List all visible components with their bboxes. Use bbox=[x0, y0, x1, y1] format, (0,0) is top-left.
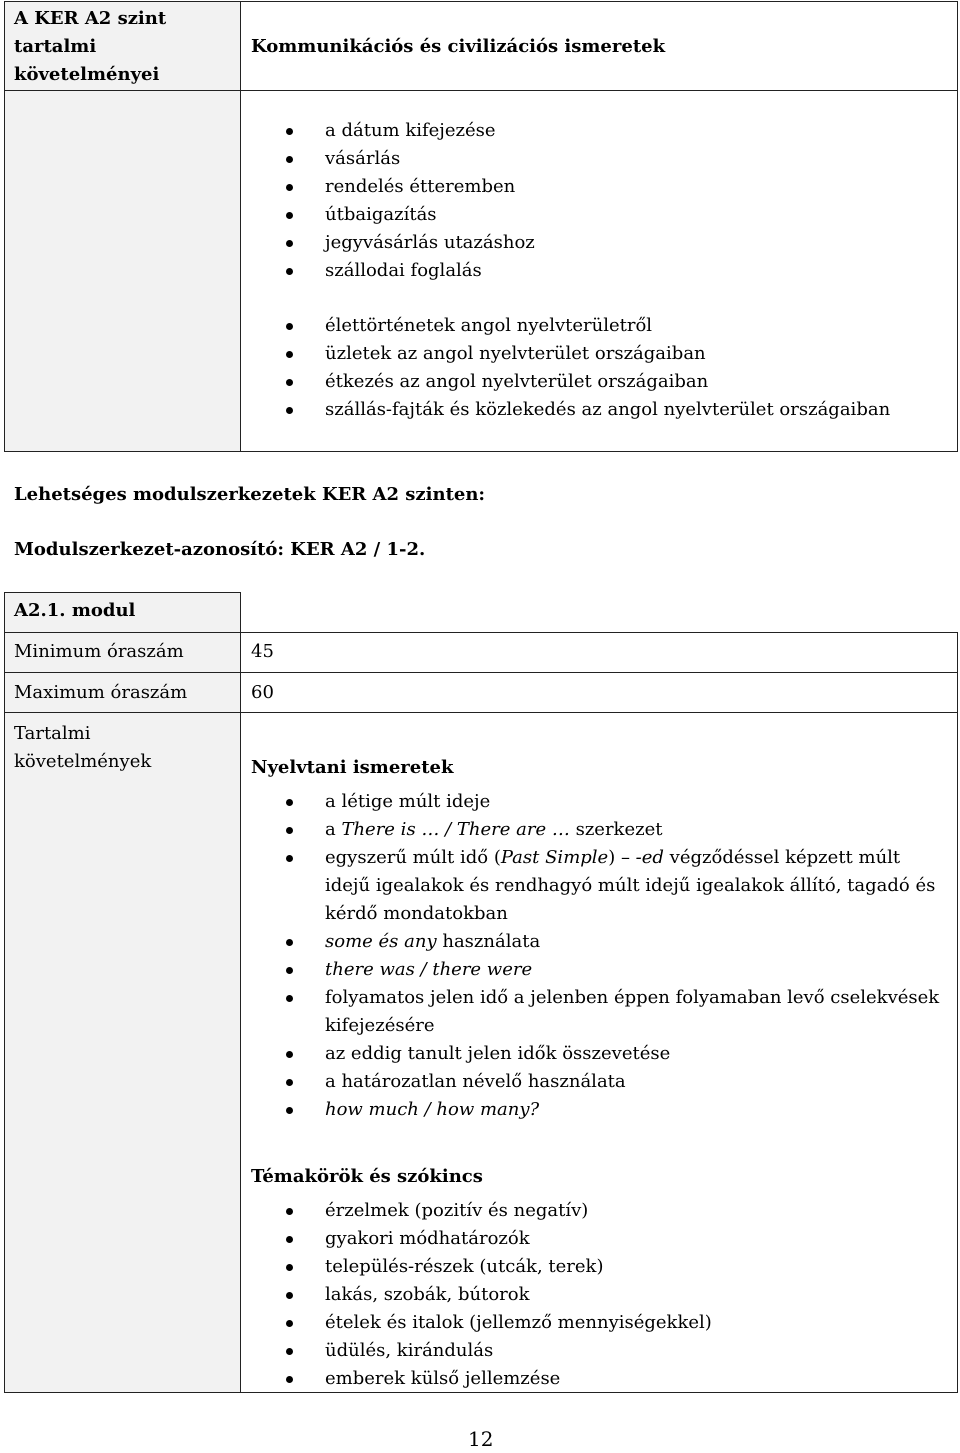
list-item bbox=[288, 1365, 950, 1393]
list-item-text: üzletek az angol nyelvterület országaiban bbox=[325, 343, 706, 364]
bullet-icon bbox=[286, 1236, 293, 1243]
list-item-text: élettörténetek angol nyelvterületről bbox=[325, 315, 653, 336]
list-item-text-italic: there was / there were bbox=[325, 959, 533, 980]
bullet-icon bbox=[286, 128, 293, 135]
bullet-icon bbox=[286, 939, 293, 946]
list-item bbox=[288, 1040, 950, 1068]
bullet-icon bbox=[286, 323, 293, 330]
bullet-icon bbox=[286, 827, 293, 834]
list-item-text: gyakori módhatározók bbox=[325, 1228, 530, 1249]
bullet-icon bbox=[286, 184, 293, 191]
list-item-text: szállodai foglalás bbox=[325, 260, 482, 281]
list-item-text: ) – bbox=[608, 847, 636, 868]
list-item-text: vásárlás bbox=[325, 148, 401, 169]
list-item-text: végződéssel képzett múlt idejű igealakok és rendhagyó múlt idejű igealakok állító, tagadó és kérdő mondatokban bbox=[325, 847, 936, 924]
max-hours-value-cell bbox=[240, 672, 958, 713]
list-item bbox=[288, 1096, 950, 1124]
list-item bbox=[288, 788, 950, 816]
bullet-icon bbox=[286, 799, 293, 806]
bullet-icon bbox=[286, 1376, 293, 1383]
bullet-icon bbox=[286, 156, 293, 163]
topics-heading: Témakörök és szókincs bbox=[251, 1166, 483, 1187]
list-item-text: település-részek (utcák, terek) bbox=[325, 1256, 604, 1277]
bullet-icon bbox=[286, 268, 293, 275]
list-item-text: üdülés, kirándulás bbox=[325, 1340, 494, 1361]
top-table-left-header-1: A KER A2 szint bbox=[14, 8, 167, 29]
list-item bbox=[288, 1068, 950, 1096]
list-item-text: az eddig tanult jelen idők összevetése bbox=[325, 1043, 671, 1064]
top-table-left-header-2: tartalmi bbox=[14, 36, 97, 57]
bullet-icon bbox=[286, 379, 293, 386]
list-item bbox=[288, 145, 948, 173]
list-item-text-italic: how much / how many? bbox=[325, 1099, 540, 1120]
bullet-icon bbox=[286, 1208, 293, 1215]
list-item-text: rendelés étteremben bbox=[325, 176, 516, 197]
bullet-icon bbox=[286, 240, 293, 247]
page-number: 12 bbox=[468, 1427, 494, 1451]
list-item-text-italic: Past Simple bbox=[500, 847, 609, 868]
content-label-2: követelmények bbox=[14, 751, 152, 772]
list-item bbox=[288, 257, 948, 285]
max-hours-value: 60 bbox=[251, 682, 274, 703]
bullet-icon bbox=[286, 995, 293, 1002]
list-item-text: szállás-fajták és közlekedés az angol nyelvterület országaiban bbox=[325, 399, 891, 420]
list-item bbox=[288, 956, 950, 984]
bullet-icon bbox=[286, 967, 293, 974]
bullet-icon bbox=[286, 1320, 293, 1327]
bullet-icon bbox=[286, 1107, 293, 1114]
module-title: A2.1. modul bbox=[14, 600, 136, 621]
list-item-text-italic: some és any bbox=[325, 931, 437, 952]
list-item bbox=[288, 1281, 950, 1309]
list-item bbox=[288, 1197, 950, 1225]
list-item bbox=[288, 201, 948, 229]
list-item bbox=[288, 368, 948, 396]
list-item bbox=[288, 396, 948, 424]
content-label-1: Tartalmi bbox=[14, 723, 91, 744]
list-item bbox=[288, 1225, 950, 1253]
list-item-text: a létige múlt ideje bbox=[325, 791, 491, 812]
list-item-text: ételek és italok (jellemző mennyiségekkel) bbox=[325, 1312, 712, 1333]
top-table-header-divider bbox=[4, 90, 958, 91]
list-item bbox=[288, 340, 948, 368]
min-hours-label: Minimum óraszám bbox=[14, 641, 184, 662]
min-hours-value: 45 bbox=[251, 641, 274, 662]
list-item bbox=[288, 928, 950, 956]
list-item-text: szerkezet bbox=[569, 819, 663, 840]
list-item bbox=[288, 1337, 950, 1365]
list-item-text: a dátum kifejezése bbox=[325, 120, 496, 141]
grammar-list bbox=[288, 788, 950, 1124]
communication-list-2 bbox=[288, 312, 948, 424]
list-item-text: használata bbox=[436, 931, 541, 952]
min-hours-value-cell bbox=[240, 632, 958, 673]
list-item bbox=[288, 229, 948, 257]
list-item-text: érzelmek (pozitív és negatív) bbox=[325, 1200, 589, 1221]
bullet-icon bbox=[286, 1264, 293, 1271]
bullet-icon bbox=[286, 1292, 293, 1299]
list-item bbox=[288, 1309, 950, 1337]
module-id-heading: Modulszerkezet-azonosító: KER A2 / 1-2. bbox=[14, 539, 426, 560]
list-item bbox=[288, 173, 948, 201]
top-table-left-header-3: követelményei bbox=[14, 64, 160, 85]
bullet-icon bbox=[286, 351, 293, 358]
content-label-cell bbox=[4, 712, 241, 1393]
bullet-icon bbox=[286, 1348, 293, 1355]
list-item-text-italic: -ed bbox=[635, 847, 664, 868]
bullet-icon bbox=[286, 407, 293, 414]
possible-modules-heading: Lehetséges modulszerkezetek KER A2 szinten: bbox=[14, 484, 486, 505]
list-item bbox=[288, 984, 950, 1040]
list-item-text: egyszerű múlt idő ( bbox=[325, 847, 501, 868]
grammar-heading: Nyelvtani ismeretek bbox=[251, 757, 454, 778]
list-item-text: a határozatlan névelő használata bbox=[325, 1071, 626, 1092]
list-item-text: emberek külső jellemzése bbox=[325, 1368, 561, 1389]
list-item-text: lakás, szobák, bútorok bbox=[325, 1284, 530, 1305]
bullet-icon bbox=[286, 1079, 293, 1086]
list-item bbox=[288, 816, 950, 844]
max-hours-label: Maximum óraszám bbox=[14, 682, 188, 703]
list-item bbox=[288, 312, 948, 340]
list-item bbox=[288, 844, 950, 928]
list-item-text: jegyvásárlás utazáshoz bbox=[325, 232, 535, 253]
topics-list bbox=[288, 1197, 950, 1393]
list-item bbox=[288, 117, 948, 145]
top-table-right-header: Kommunikációs és civilizációs ismeretek bbox=[251, 36, 666, 57]
bullet-icon bbox=[286, 855, 293, 862]
list-item bbox=[288, 1253, 950, 1281]
list-item-text: útbaigazítás bbox=[325, 204, 437, 225]
bullet-icon bbox=[286, 1051, 293, 1058]
list-item-text-italic: There is … / There are … bbox=[341, 819, 570, 840]
communication-list-1 bbox=[288, 117, 948, 285]
list-item-text: étkezés az angol nyelvterület országaiban bbox=[325, 371, 709, 392]
list-item-text: a bbox=[325, 819, 342, 840]
bullet-icon bbox=[286, 212, 293, 219]
list-item-text: folyamatos jelen idő a jelenben éppen folyamaban levő cselekvések kifejezésére bbox=[325, 987, 940, 1036]
